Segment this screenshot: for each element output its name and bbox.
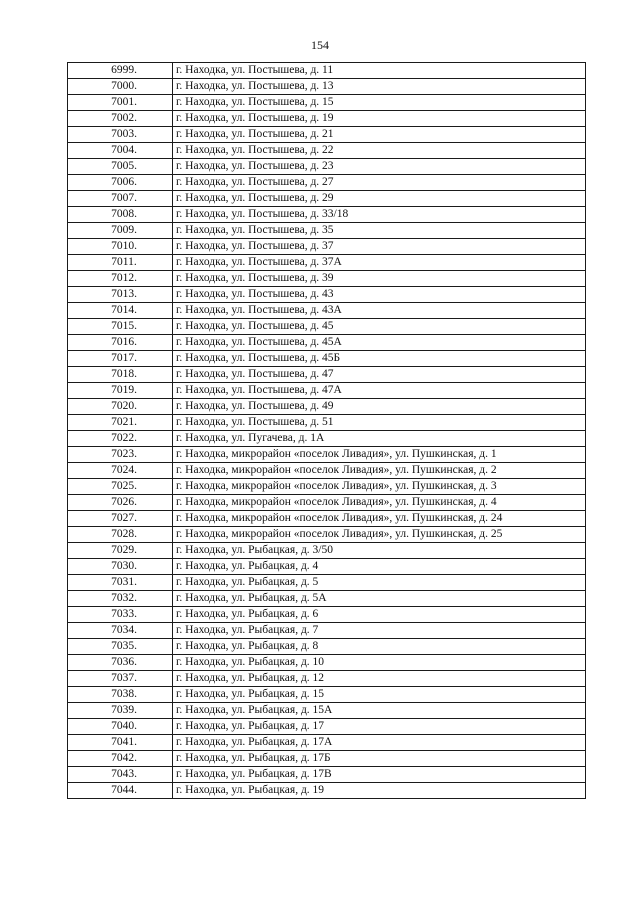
table-row <box>68 703 586 719</box>
table-row <box>68 191 586 207</box>
table-row <box>68 207 586 223</box>
address-cell: г. Находка, ул. Постышева, д. 37 <box>173 239 586 255</box>
table-row <box>68 735 586 751</box>
table-row <box>68 127 586 143</box>
address-cell: г. Находка, ул. Постышева, д. 35 <box>173 223 586 239</box>
address-cell: г. Находка, ул. Постышева, д. 13 <box>173 79 586 95</box>
table-row <box>68 79 586 95</box>
address-cell: г. Находка, ул. Постышева, д. 47 <box>173 367 586 383</box>
table-row <box>68 143 586 159</box>
table-row <box>68 479 586 495</box>
table-row <box>68 175 586 191</box>
row-number-cell: 7024. <box>68 463 173 479</box>
row-number-cell: 7034. <box>68 623 173 639</box>
address-cell: г. Находка, ул. Постышева, д. 51 <box>173 415 586 431</box>
address-cell: г. Находка, ул. Постышева, д. 47А <box>173 383 586 399</box>
address-cell: г. Находка, ул. Постышева, д. 27 <box>173 175 586 191</box>
row-number-cell: 7026. <box>68 495 173 511</box>
table-row <box>68 687 586 703</box>
address-cell: г. Находка, ул. Рыбацкая, д. 5 <box>173 575 586 591</box>
table-row <box>68 239 586 255</box>
table-row <box>68 671 586 687</box>
row-number-cell: 7027. <box>68 511 173 527</box>
row-number-cell: 7016. <box>68 335 173 351</box>
table-row <box>68 463 586 479</box>
row-number-cell: 7004. <box>68 143 173 159</box>
row-number-cell: 7012. <box>68 271 173 287</box>
table-row <box>68 639 586 655</box>
table-row <box>68 607 586 623</box>
address-cell: г. Находка, ул. Рыбацкая, д. 7 <box>173 623 586 639</box>
address-table-body <box>68 63 586 799</box>
address-cell: г. Находка, ул. Рыбацкая, д. 15А <box>173 703 586 719</box>
address-cell: г. Находка, ул. Рыбацкая, д. 12 <box>173 671 586 687</box>
table-row <box>68 495 586 511</box>
table-row <box>68 431 586 447</box>
address-cell: г. Находка, микрорайон «поселок Ливадия», ул. Пушкинская, д. 3 <box>173 479 586 495</box>
row-number-cell: 7021. <box>68 415 173 431</box>
table-row <box>68 271 586 287</box>
table-row <box>68 383 586 399</box>
row-number-cell: 7042. <box>68 751 173 767</box>
row-number-cell: 6999. <box>68 63 173 79</box>
table-row <box>68 95 586 111</box>
row-number-cell: 7018. <box>68 367 173 383</box>
row-number-cell: 7025. <box>68 479 173 495</box>
address-cell: г. Находка, ул. Постышева, д. 45А <box>173 335 586 351</box>
row-number-cell: 7019. <box>68 383 173 399</box>
table-row <box>68 351 586 367</box>
row-number-cell: 7030. <box>68 559 173 575</box>
row-number-cell: 7020. <box>68 399 173 415</box>
row-number-cell: 7007. <box>68 191 173 207</box>
address-cell: г. Находка, микрорайон «поселок Ливадия», ул. Пушкинская, д. 4 <box>173 495 586 511</box>
row-number-cell: 7006. <box>68 175 173 191</box>
address-cell: г. Находка, ул. Постышева, д. 21 <box>173 127 586 143</box>
table-row <box>68 111 586 127</box>
row-number-cell: 7010. <box>68 239 173 255</box>
table-row <box>68 527 586 543</box>
table-row <box>68 543 586 559</box>
row-number-cell: 7041. <box>68 735 173 751</box>
row-number-cell: 7037. <box>68 671 173 687</box>
row-number-cell: 7033. <box>68 607 173 623</box>
address-cell: г. Находка, ул. Пугачева, д. 1А <box>173 431 586 447</box>
row-number-cell: 7017. <box>68 351 173 367</box>
address-cell: г. Находка, ул. Рыбацкая, д. 17В <box>173 767 586 783</box>
row-number-cell: 7029. <box>68 543 173 559</box>
address-cell: г. Находка, ул. Постышева, д. 43А <box>173 303 586 319</box>
table-row <box>68 335 586 351</box>
table-row <box>68 767 586 783</box>
row-number-cell: 7000. <box>68 79 173 95</box>
address-cell: г. Находка, ул. Постышева, д. 15 <box>173 95 586 111</box>
row-number-cell: 7023. <box>68 447 173 463</box>
table-row <box>68 159 586 175</box>
table-row <box>68 511 586 527</box>
address-cell: г. Находка, ул. Постышева, д. 49 <box>173 399 586 415</box>
table-row <box>68 783 586 799</box>
table-row <box>68 303 586 319</box>
row-number-cell: 7043. <box>68 767 173 783</box>
address-cell: г. Находка, ул. Постышева, д. 37А <box>173 255 586 271</box>
table-row <box>68 367 586 383</box>
row-number-cell: 7011. <box>68 255 173 271</box>
row-number-cell: 7005. <box>68 159 173 175</box>
address-cell: г. Находка, ул. Рыбацкая, д. 17 <box>173 719 586 735</box>
row-number-cell: 7002. <box>68 111 173 127</box>
row-number-cell: 7013. <box>68 287 173 303</box>
row-number-cell: 7040. <box>68 719 173 735</box>
row-number-cell: 7022. <box>68 431 173 447</box>
address-cell: г. Находка, ул. Рыбацкая, д. 17А <box>173 735 586 751</box>
table-row <box>68 447 586 463</box>
address-cell: г. Находка, ул. Постышева, д. 45 <box>173 319 586 335</box>
table-row <box>68 559 586 575</box>
table-row <box>68 751 586 767</box>
row-number-cell: 7009. <box>68 223 173 239</box>
address-cell: г. Находка, ул. Рыбацкая, д. 17Б <box>173 751 586 767</box>
page-number: 154 <box>311 38 329 52</box>
row-number-cell: 7032. <box>68 591 173 607</box>
table-row <box>68 623 586 639</box>
address-cell: г. Находка, ул. Рыбацкая, д. 3/50 <box>173 543 586 559</box>
table-row <box>68 319 586 335</box>
address-cell: г. Находка, ул. Постышева, д. 43 <box>173 287 586 303</box>
address-cell: г. Находка, ул. Постышева, д. 11 <box>173 63 586 79</box>
row-number-cell: 7015. <box>68 319 173 335</box>
table-row <box>68 287 586 303</box>
address-cell: г. Находка, ул. Рыбацкая, д. 15 <box>173 687 586 703</box>
address-cell: г. Находка, ул. Рыбацкая, д. 10 <box>173 655 586 671</box>
address-cell: г. Находка, ул. Рыбацкая, д. 5А <box>173 591 586 607</box>
table-row <box>68 63 586 79</box>
row-number-cell: 7031. <box>68 575 173 591</box>
row-number-cell: 7001. <box>68 95 173 111</box>
address-cell: г. Находка, ул. Постышева, д. 45Б <box>173 351 586 367</box>
address-cell: г. Находка, ул. Рыбацкая, д. 4 <box>173 559 586 575</box>
table-row <box>68 255 586 271</box>
table-row <box>68 415 586 431</box>
address-cell: г. Находка, ул. Рыбацкая, д. 6 <box>173 607 586 623</box>
address-cell: г. Находка, микрорайон «поселок Ливадия», ул. Пушкинская, д. 1 <box>173 447 586 463</box>
row-number-cell: 7008. <box>68 207 173 223</box>
address-cell: г. Находка, ул. Постышева, д. 19 <box>173 111 586 127</box>
address-cell: г. Находка, микрорайон «поселок Ливадия», ул. Пушкинская, д. 2 <box>173 463 586 479</box>
row-number-cell: 7028. <box>68 527 173 543</box>
row-number-cell: 7038. <box>68 687 173 703</box>
address-cell: г. Находка, ул. Рыбацкая, д. 19 <box>173 783 586 799</box>
address-cell: г. Находка, ул. Постышева, д. 39 <box>173 271 586 287</box>
row-number-cell: 7003. <box>68 127 173 143</box>
row-number-cell: 7036. <box>68 655 173 671</box>
table-row <box>68 223 586 239</box>
address-cell: г. Находка, ул. Постышева, д. 23 <box>173 159 586 175</box>
row-number-cell: 7035. <box>68 639 173 655</box>
address-cell: г. Находка, ул. Рыбацкая, д. 8 <box>173 639 586 655</box>
row-number-cell: 7044. <box>68 783 173 799</box>
table-row <box>68 575 586 591</box>
address-cell: г. Находка, микрорайон «поселок Ливадия», ул. Пушкинская, д. 25 <box>173 527 586 543</box>
address-cell: г. Находка, ул. Постышева, д. 33/18 <box>173 207 586 223</box>
address-table <box>67 62 586 799</box>
address-cell: г. Находка, ул. Постышева, д. 22 <box>173 143 586 159</box>
row-number-cell: 7014. <box>68 303 173 319</box>
table-row <box>68 655 586 671</box>
table-row <box>68 399 586 415</box>
table-row <box>68 719 586 735</box>
address-cell: г. Находка, микрорайон «поселок Ливадия», ул. Пушкинская, д. 24 <box>173 511 586 527</box>
row-number-cell: 7039. <box>68 703 173 719</box>
table-row <box>68 591 586 607</box>
address-cell: г. Находка, ул. Постышева, д. 29 <box>173 191 586 207</box>
